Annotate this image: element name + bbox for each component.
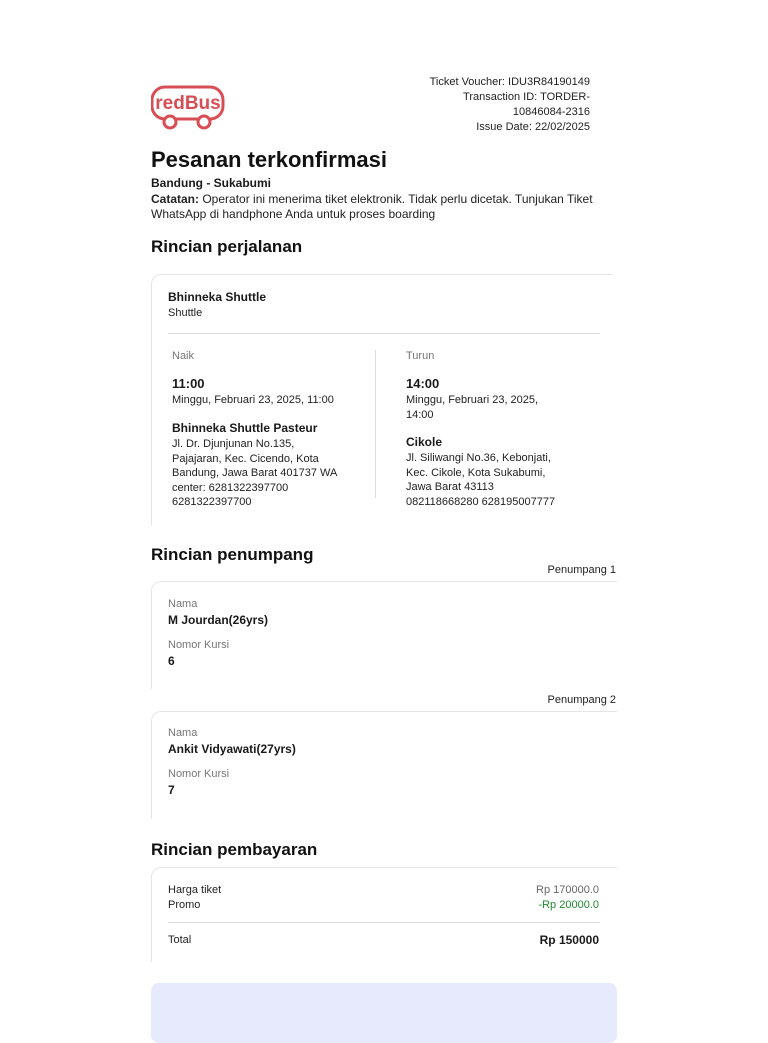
passenger-name: M Jourdan(26yrs) — [168, 613, 269, 627]
dropping-date-line1: Minggu, Februari 23, 2025, — [406, 394, 539, 406]
dropping-time: 14:00 — [406, 376, 440, 391]
vertical-divider — [375, 350, 376, 498]
ticket-price: Rp 170000.0 — [536, 884, 599, 896]
name-label: Nama — [168, 598, 198, 610]
passenger-tag: Penumpang 2 — [547, 694, 616, 706]
ticket-voucher: Ticket Voucher: IDU3R84190149 — [429, 76, 590, 88]
boarding-date: Minggu, Februari 23, 2025, 11:00 — [172, 394, 334, 406]
bus-type: Shuttle — [168, 307, 203, 319]
total-label: Total — [168, 934, 192, 946]
dropping-address — [406, 451, 606, 509]
page-title: Pesanan terkonfirmasi — [151, 147, 387, 172]
address-line: Pajajaran, Kec. Cicendo, Kota — [172, 452, 319, 465]
journey-divider — [168, 333, 600, 334]
seat-label: Nomor Kursi — [168, 768, 230, 780]
boarding-place: Bhinneka Shuttle Pasteur — [172, 421, 318, 435]
passenger-tag: Penumpang 1 — [547, 564, 616, 576]
payment-divider — [168, 922, 600, 923]
bottom-banner — [151, 983, 617, 1043]
dropping-label: Turun — [406, 350, 435, 362]
logo-text: redBus — [155, 93, 221, 114]
transaction-id-line2: 10846084-2316 — [512, 106, 590, 118]
dropping-place: Cikole — [406, 435, 443, 449]
promo-label: Promo — [168, 899, 201, 911]
bus-logo-icon — [151, 85, 225, 133]
redbus-logo — [151, 85, 225, 133]
address-line: 082118668280 628195007777 — [406, 495, 556, 508]
address-line: 6281322397700 — [172, 496, 252, 508]
passenger-card — [151, 581, 617, 689]
note-text: Operator ini menerima tiket elektronik. Tidak perlu dicetak. Tunjukan Tiket WhatsApp di handphone Anda untuk proses boarding — [151, 192, 593, 221]
issue-date: Issue Date: 22/02/2025 — [476, 121, 590, 133]
passengers-section-title: Rincian penumpang — [151, 545, 314, 564]
passenger-name: Ankit Vidyawati(27yrs) — [168, 742, 296, 756]
transaction-id-line1: Transaction ID: TORDER- — [463, 91, 590, 103]
boarding-label: Naik — [172, 350, 195, 362]
boarding-time: 11:00 — [172, 376, 205, 391]
operator-name: Bhinneka Shuttle — [168, 290, 267, 304]
booking-note — [151, 192, 621, 222]
seat-number: 6 — [168, 654, 175, 668]
seat-number: 7 — [168, 783, 175, 797]
name-label: Nama — [168, 727, 198, 739]
total-amount: Rp 150000 — [539, 933, 599, 947]
ticket-meta — [350, 75, 590, 135]
payment-card — [151, 867, 617, 962]
address-line: Bandung, Jawa Barat 401737 WA — [172, 467, 338, 479]
address-line: Jl. Siliwangi No.36, Kebonjati, — [406, 452, 551, 464]
address-line: center: 6281322397700 — [172, 481, 289, 494]
passenger-card — [151, 711, 617, 819]
address-line: Kec. Cikole, Kota Sukabumi, — [406, 466, 546, 479]
ticket-price-label: Harga tiket — [168, 884, 222, 896]
payment-section-title: Rincian pembayaran — [151, 840, 318, 859]
address-line: Jl. Dr. Djunjunan No.135, — [172, 438, 295, 450]
route: Bandung - Sukabumi — [151, 176, 271, 190]
note-label: Catatan: — [151, 192, 200, 206]
journey-section-title: Rincian perjalanan — [151, 237, 303, 256]
address-line: Jawa Barat 43113 — [406, 481, 494, 493]
dropping-date — [406, 393, 538, 422]
promo-amount: -Rp 20000.0 — [538, 899, 599, 911]
seat-label: Nomor Kursi — [168, 639, 230, 651]
boarding-address — [172, 437, 362, 510]
dropping-date-line2: 14:00 — [406, 408, 434, 421]
